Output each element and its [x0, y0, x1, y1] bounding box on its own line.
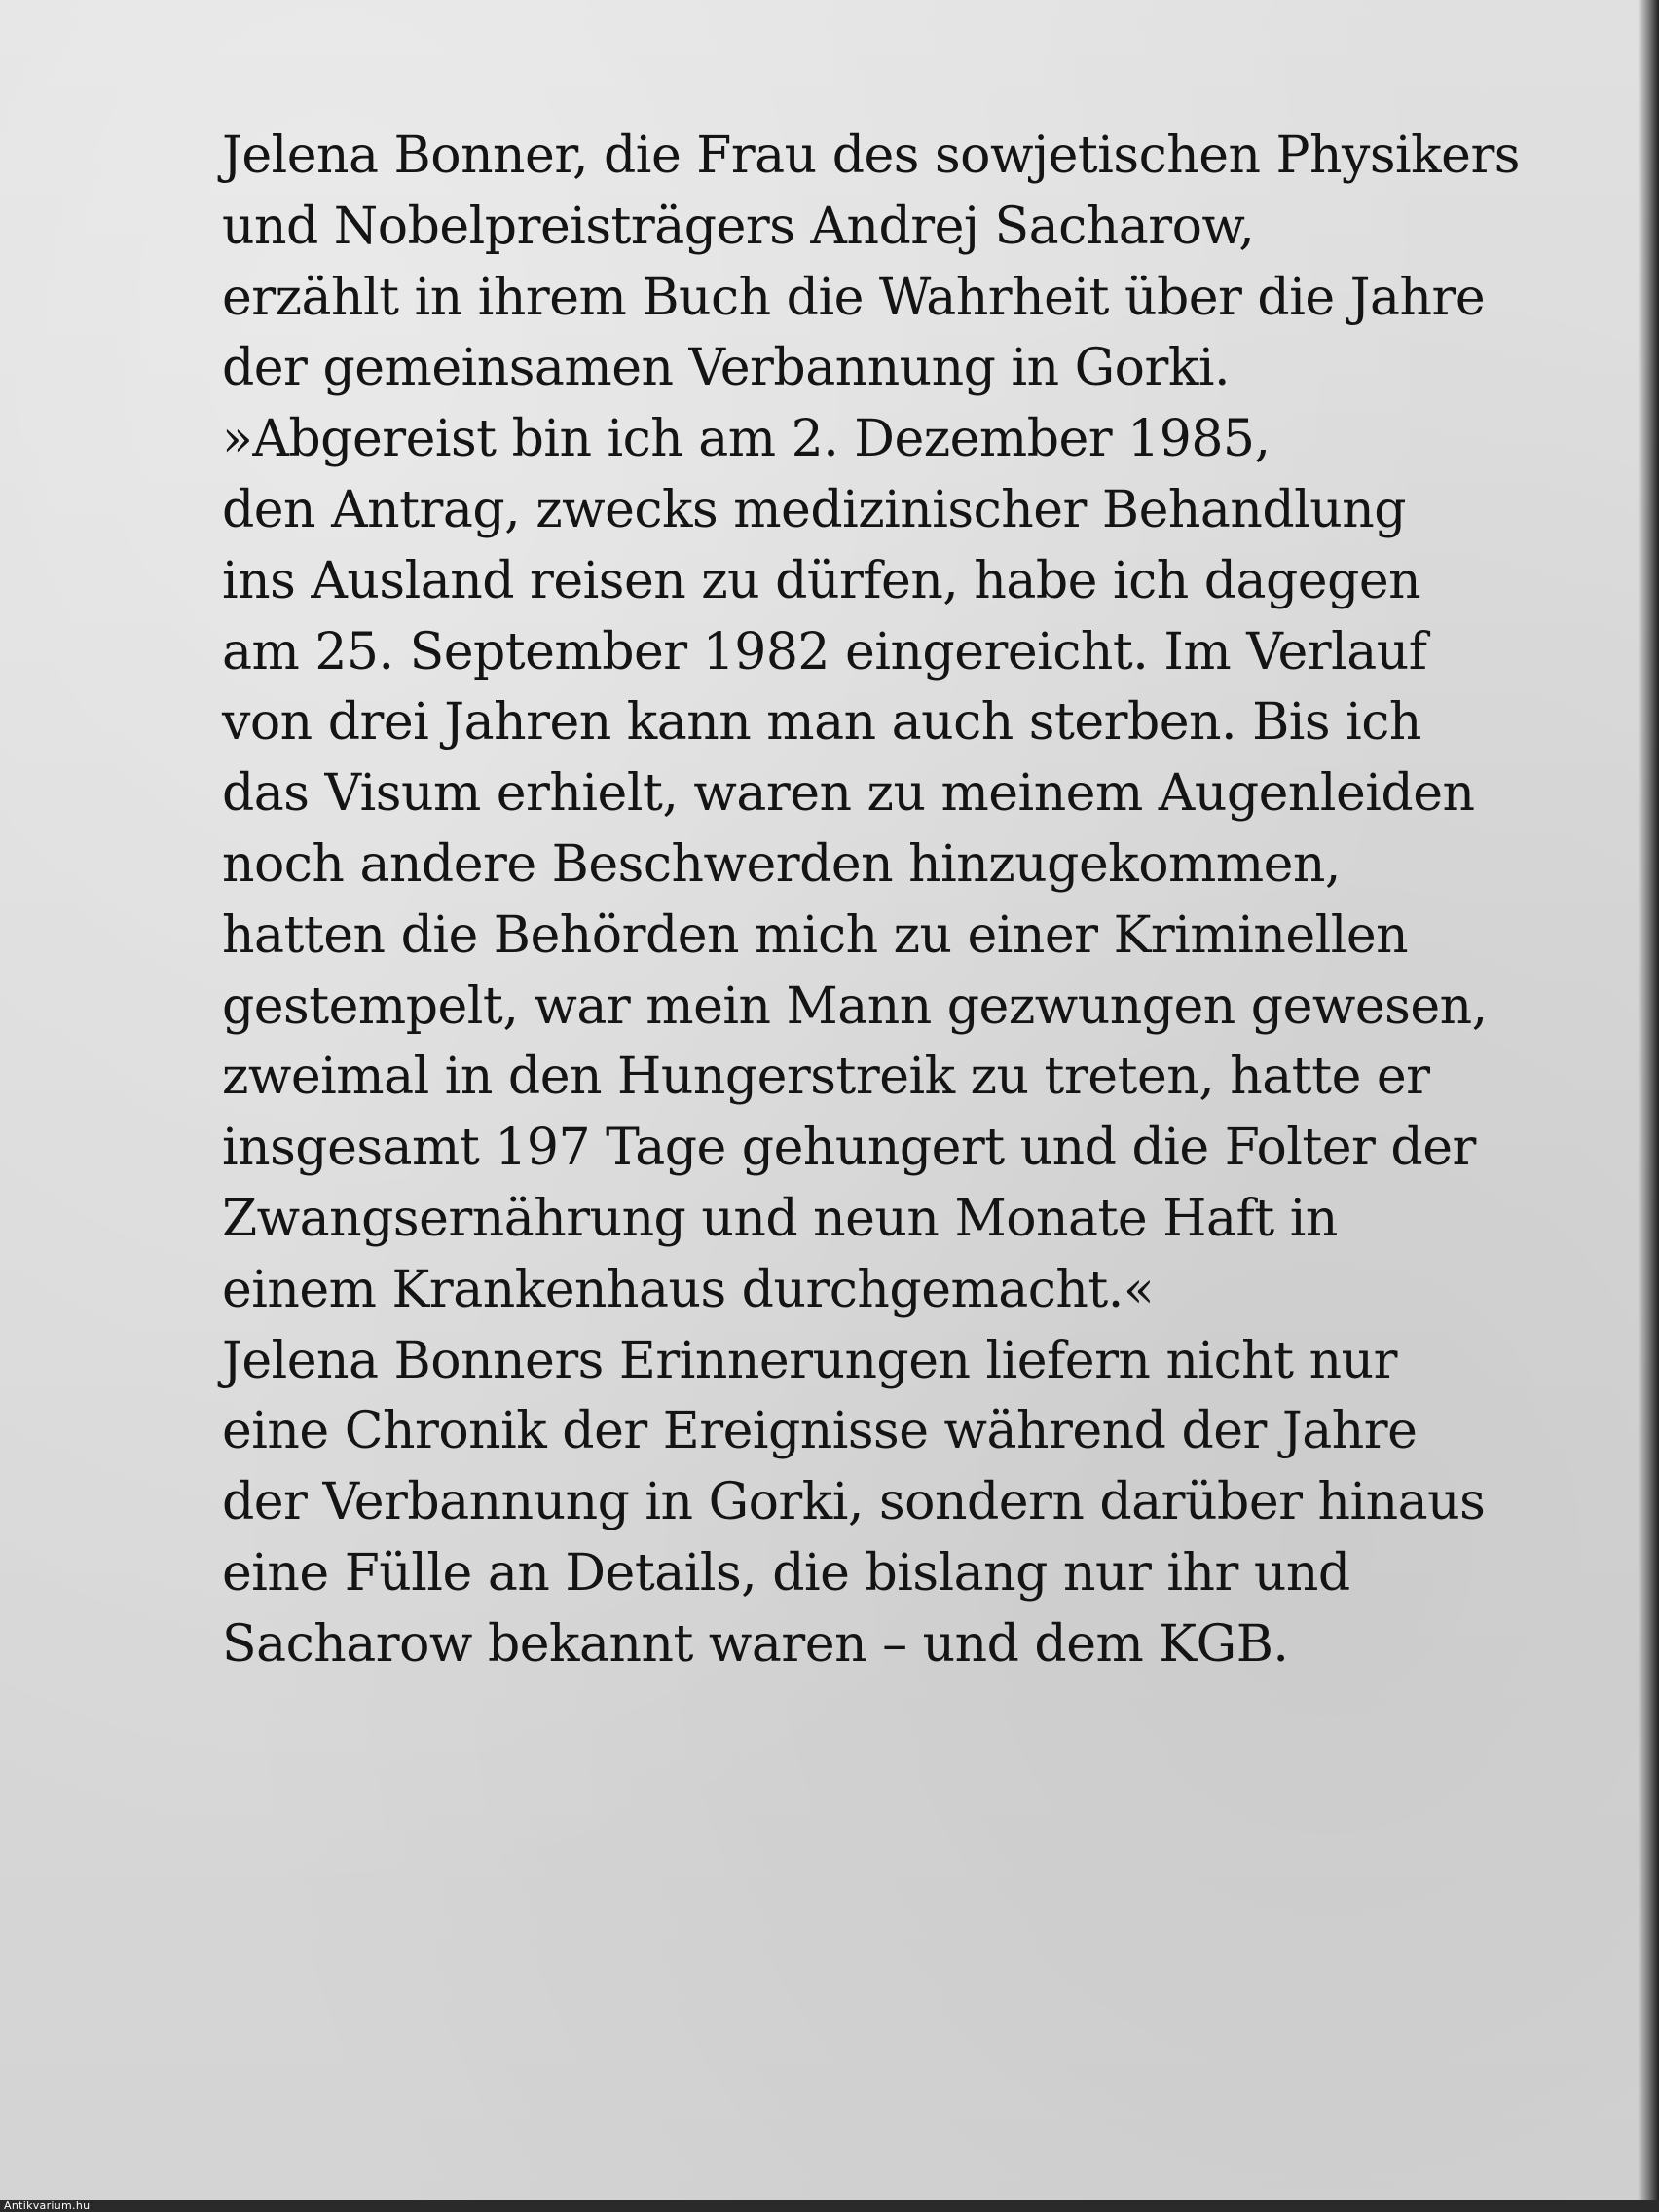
blurb-text [222, 121, 1520, 1680]
text-line: der gemeinsamen Verbannung in Gorki. [222, 339, 1230, 398]
watermark: Antikvarium.hu [4, 2199, 91, 2212]
text-line: Jelena Bonner, die Frau des sowjetischen Physikers [222, 127, 1520, 185]
text-line: noch andere Beschwerden hinzugekommen, [222, 834, 1341, 894]
text-line: von drei Jahren kann man auch sterben. Bis ich [222, 693, 1421, 753]
text-line: und Nobelpreisträgers Andrej Sacharow, [222, 197, 1255, 256]
text-line: zweimal in den Hungerstreik zu treten, hatte er [222, 1048, 1430, 1107]
text-line: ins Ausland reisen zu dürfen, habe ich dagegen [222, 551, 1421, 610]
text-line: »Abgereist bin ich am 2. Dezember 1985, [222, 410, 1271, 469]
text-line: Jelena Bonners Erinnerungen liefern nicht nur [222, 1331, 1397, 1390]
page-edge-shadow [1638, 0, 1659, 2212]
text-line: erzählt in ihrem Buch die Wahrheit über die Jahre [222, 268, 1486, 327]
text-line: einem Krankenhaus durchgemacht.« [222, 1260, 1155, 1319]
text-line: den Antrag, zwecks medizinischer Behandlung [222, 480, 1407, 539]
text-line: der Verbannung in Gorki, sondern darüber hinaus [222, 1473, 1486, 1532]
text-line: insgesamt 197 Tage gehungert und die Folter der [222, 1119, 1476, 1178]
text-line: gestempelt, war mein Mann gezwungen gewesen, [222, 977, 1488, 1036]
text-line: hatten die Behörden mich zu einer Kriminellen [222, 905, 1409, 965]
text-line: Zwangsernährung und neun Monate Haft in [222, 1189, 1338, 1248]
text-line: am 25. September 1982 eingereicht. Im Verlauf [222, 622, 1427, 682]
text-line: eine Chronik der Ereignisse während der Jahre [222, 1402, 1418, 1461]
text-line: eine Fülle an Details, die bislang nur ihr und [222, 1543, 1350, 1603]
bottom-strip [0, 2200, 1659, 2212]
text-line: Sacharow bekannt waren – und dem KGB. [222, 1614, 1289, 1674]
text-line: das Visum erhielt, waren zu meinem Augenleiden [222, 764, 1475, 824]
